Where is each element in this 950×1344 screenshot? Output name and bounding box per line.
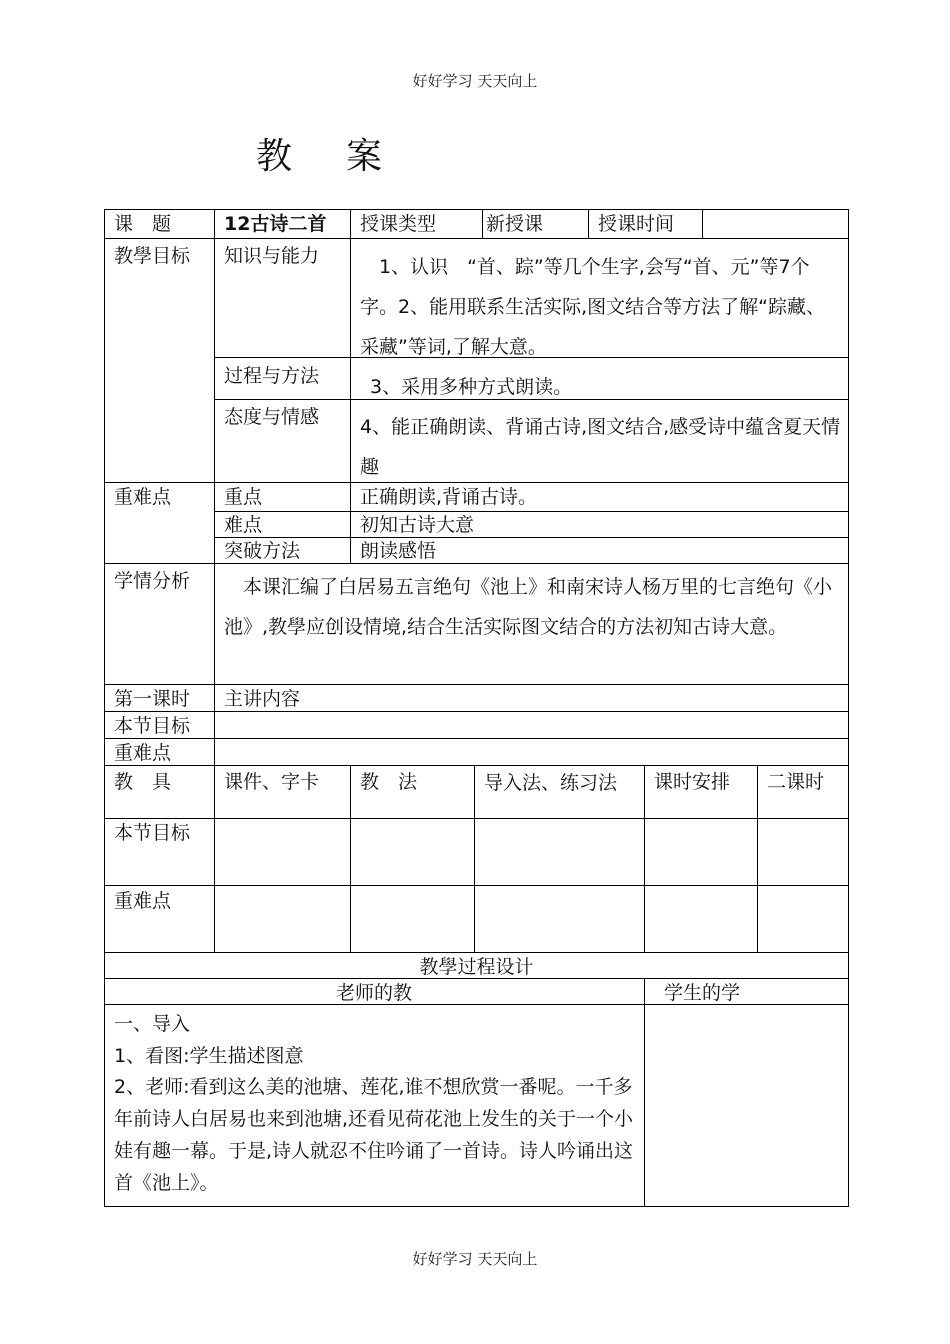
topic-value: 12古诗二首 bbox=[224, 213, 327, 235]
key-point-text: 正确朗读,背诵古诗。 bbox=[360, 486, 538, 508]
key-point-label: 重点 bbox=[224, 486, 263, 508]
analysis-label: 学情分析 bbox=[114, 570, 191, 592]
lesson-plan-table bbox=[104, 209, 849, 1207]
tools-label: 教 具 bbox=[114, 771, 172, 793]
student-column-header: 学生的学 bbox=[664, 982, 741, 1004]
time-label: 授课时间 bbox=[598, 213, 675, 235]
method-text: 朗读感悟 bbox=[360, 540, 437, 562]
title-char-1: 教 bbox=[256, 136, 295, 177]
lesson-goal-label: 本节目标 bbox=[114, 715, 191, 737]
title-char-2: 案 bbox=[346, 136, 385, 177]
attitude-label: 态度与情感 bbox=[224, 406, 320, 428]
type-value: 新授课 bbox=[486, 213, 544, 235]
process-title: 教學过程设计 bbox=[419, 956, 534, 978]
section-goal-label: 本节目标 bbox=[114, 822, 191, 844]
knowledge-label: 知识与能力 bbox=[224, 245, 320, 267]
content-label: 主讲内容 bbox=[224, 688, 301, 710]
page-title bbox=[256, 128, 384, 179]
teaching-method-value: 导入法、练习法 bbox=[484, 772, 618, 794]
attitude-text: 4、能正确朗读、背诵古诗,图文结合,感受诗中蕴含夏天情趣 bbox=[360, 416, 841, 478]
topic-label: 课 题 bbox=[114, 213, 172, 235]
page-header: 好好学习 天天向上 bbox=[412, 72, 538, 90]
process-line-1: 一、导入 bbox=[114, 1013, 191, 1035]
process-line-3: 2、老师:看到这么美的池塘、莲花,谁不想欣赏一番呢。一千多年前诗人白居易也来到池塘,还看见荷花池上发生的关于一个小娃有趣一幕。于是,诗人就忍不住吟诵了一首诗。诗人吟诵出这首《池上》。 bbox=[114, 1076, 634, 1194]
section-difficulty-label: 重难点 bbox=[114, 890, 172, 912]
lesson-difficulty-label: 重难点 bbox=[114, 742, 172, 764]
process-line-2: 1、看图:学生描述图意 bbox=[114, 1045, 304, 1067]
page-footer: 好好学习 天天向上 bbox=[412, 1250, 538, 1268]
teacher-column-header: 老师的教 bbox=[335, 982, 412, 1004]
objectives-label: 教學目标 bbox=[114, 245, 191, 267]
tools-value: 课件、字卡 bbox=[224, 771, 320, 793]
hard-point-text: 初知古诗大意 bbox=[360, 514, 475, 536]
process-label: 过程与方法 bbox=[224, 365, 320, 387]
difficulty-label: 重难点 bbox=[114, 486, 172, 508]
hard-point-label: 难点 bbox=[224, 514, 263, 536]
type-label: 授课类型 bbox=[360, 213, 437, 235]
knowledge-text: 1、认识 “首、踪”等几个生字,会写“首、元”等7个字。2、能用联系生活实际,图文结合等方法了解“踪藏、采藏”等词,了解大意。 bbox=[360, 256, 825, 358]
analysis-text: 本课汇编了白居易五言绝句《池上》和南宋诗人杨万里的七言绝句《小池》,教學应创设情境,结合生活实际图文结合的方法初知古诗大意。 bbox=[224, 576, 833, 638]
schedule-value: 二课时 bbox=[767, 771, 825, 793]
teaching-method-label: 教 法 bbox=[360, 771, 418, 793]
first-lesson-label: 第一课时 bbox=[114, 688, 191, 710]
method-label: 突破方法 bbox=[224, 540, 301, 562]
schedule-label: 课时安排 bbox=[654, 771, 731, 793]
process-text: 3、采用多种方式朗读。 bbox=[370, 376, 573, 398]
